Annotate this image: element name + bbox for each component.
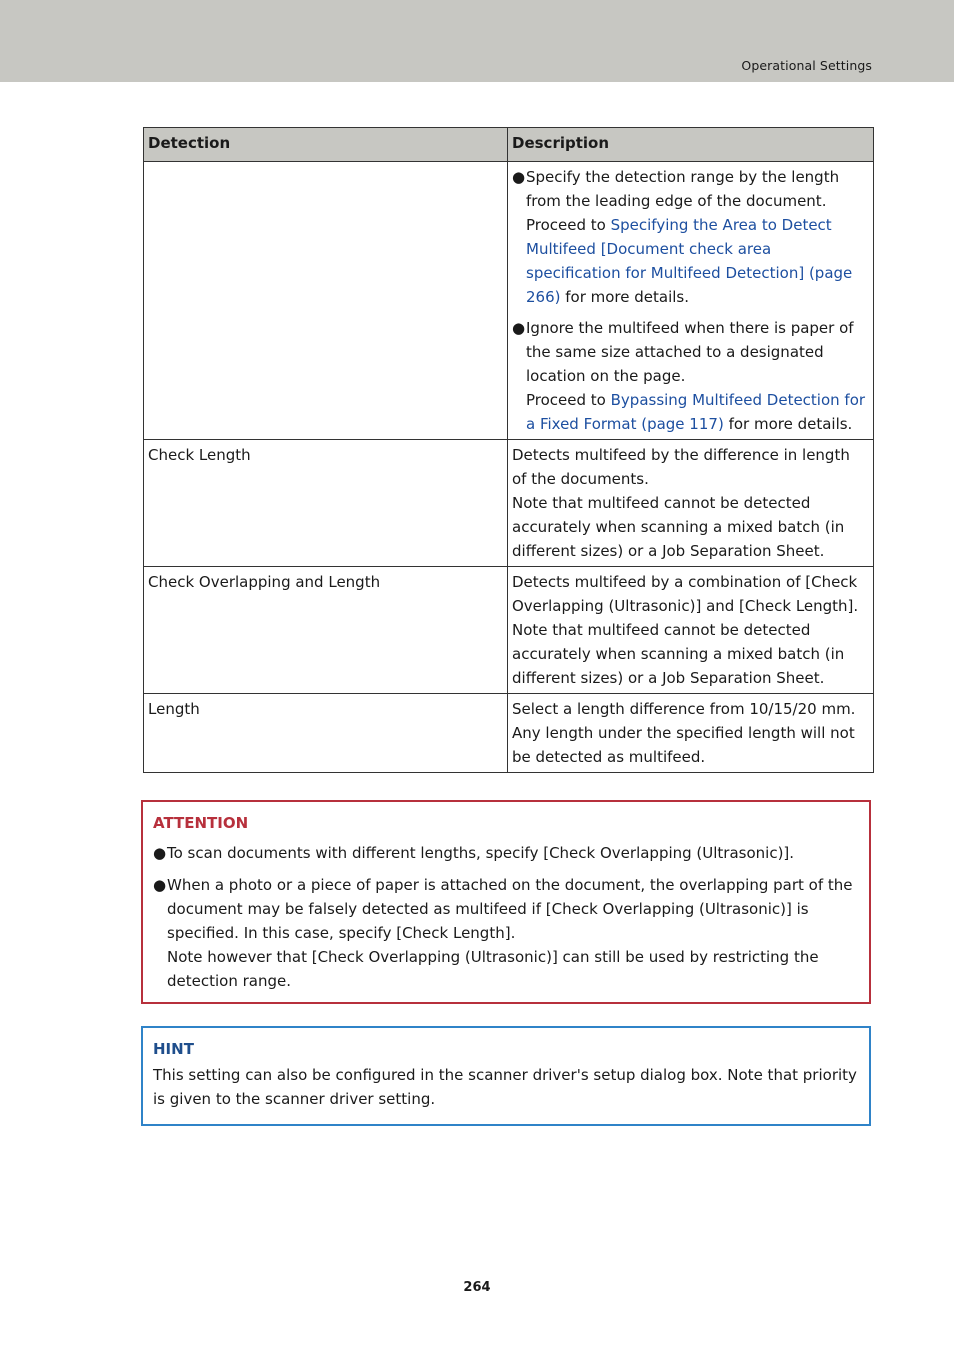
attention-note: Note however that [Check Overlapping (Ultrasonic)] can still be used by restricting the detection range. [167,948,819,990]
table-header-row [144,128,874,162]
table-row [144,162,874,440]
detection-cell: Length [144,694,508,773]
description-note: Note that multifeed cannot be detected accurately when scanning a mixed batch (in different sizes) or a Job Separation Sheet. [512,621,845,687]
description-cell [508,694,874,773]
list-item [512,316,869,436]
bullet-icon: ● [153,844,167,862]
table-row [144,440,874,567]
description-cell [508,162,874,440]
attention-title: ATTENTION [153,814,249,832]
list-item [153,873,859,993]
column-header-detection: Detection [144,128,508,162]
section-title: Operational Settings [741,58,872,73]
attention-text: When a photo or a piece of paper is attached on the document, the overlapping part of the document may be falsely detected as multifeed if [Check Overlapping (Ultrasonic)] is specified. In this case, specify [Check Length]. [167,876,853,942]
detection-cell [144,162,508,440]
description-text: Proceed to [526,391,611,409]
hint-box [141,1026,871,1126]
description-text: Specify the detection range by the length from the leading edge of the document. Proceed to [526,168,840,234]
page-number: 264 [463,1280,491,1295]
description-cell [508,567,874,694]
description-text: for more details. [560,288,690,306]
bullet-icon: ● [512,168,526,186]
table-row [144,567,874,694]
list-item [153,841,859,865]
description-note: Note that multifeed cannot be detected accurately when scanning a mixed batch (in different sizes) or a Job Separation Sheet. [512,494,845,560]
description-note: Any length under the specified length will not be detected as multifeed. [512,724,855,766]
bullet-icon: ● [153,876,167,894]
table-row [144,694,874,773]
bullet-icon: ● [512,319,526,337]
description-text: Ignore the multifeed when there is paper of the same size attached to a designated location on the page. [526,319,854,385]
column-header-description: Description [508,128,874,162]
description-text: Detects multifeed by a combination of [Check Overlapping (Ultrasonic)] and [Check Length]. [512,573,859,615]
settings-table [143,127,874,773]
list-item [512,165,869,309]
attention-text: To scan documents with different lengths, specify [Check Overlapping (Ultrasonic)]. [167,844,795,862]
attention-box [141,800,871,1004]
hint-text: This setting can also be configured in the scanner driver's setup dialog box. Note that priority is given to the scanner driver setting. [153,1066,857,1108]
description-text: Select a length difference from 10/15/20 mm. [512,700,856,718]
description-cell [508,440,874,567]
description-text: Detects multifeed by the difference in length of the documents. [512,446,850,488]
description-text: for more details. [723,415,853,433]
link-specifying-area-to-detect-multifeed[interactable]: Specifying the Area to Detect Multifeed [Document check area specification for Multifeed Detection] (page 266) [526,216,853,306]
detection-cell: Check Overlapping and Length [144,567,508,694]
detection-cell: Check Length [144,440,508,567]
hint-title: HINT [153,1040,194,1058]
link-bypassing-multifeed-detection[interactable]: Bypassing Multifeed Detection for a Fixed Format (page 117) [526,391,866,433]
